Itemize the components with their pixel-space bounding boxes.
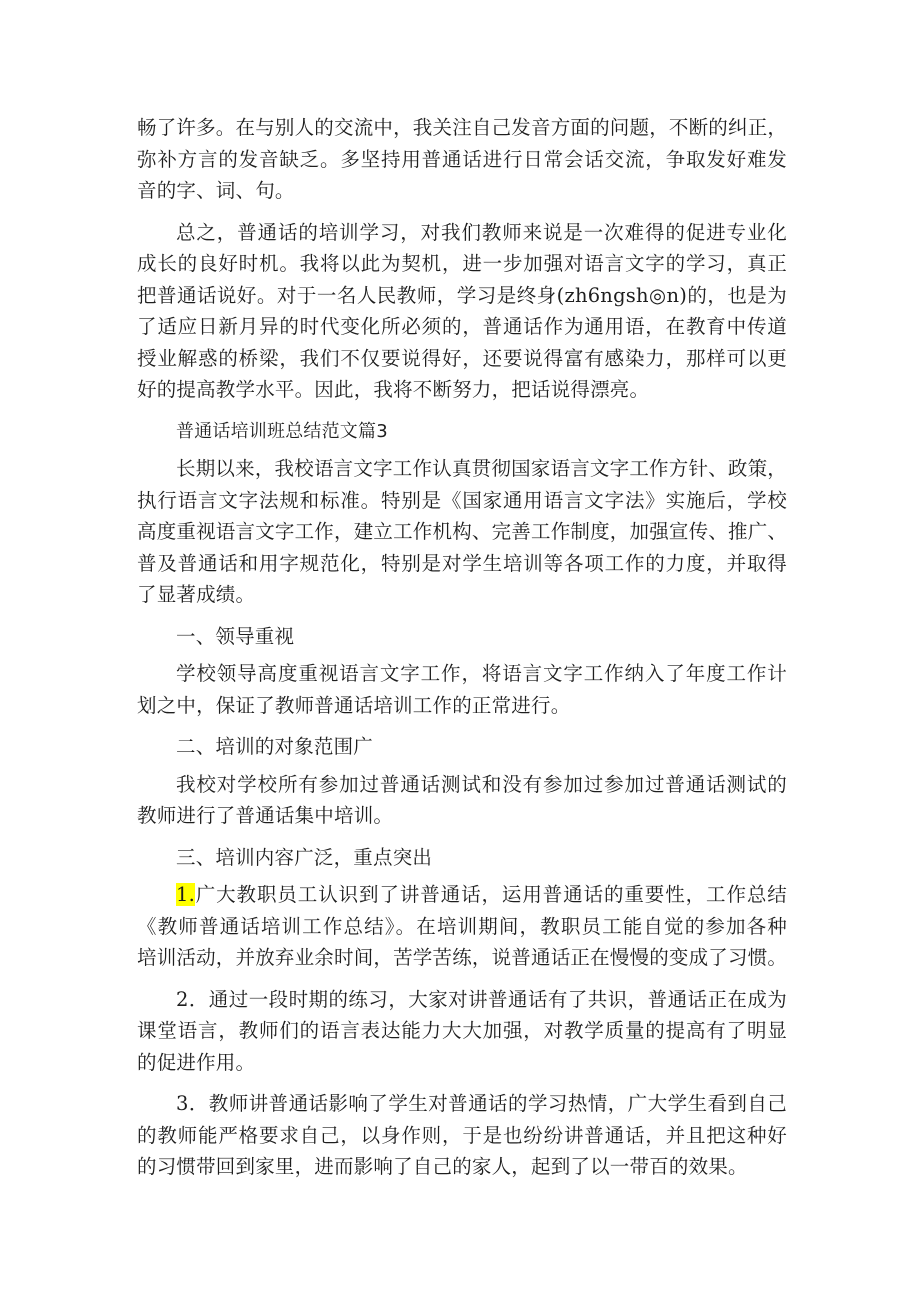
text-line: 2．通过一段时期的练习，大家对讲普通话有了共识，普通话正在成为 (176, 987, 787, 1011)
text-line: 了显著成绩。 (137, 583, 256, 606)
text-line: 了适应日新月异的时代变化所必须的，普通话作为通用语，在教育中传道 (137, 315, 787, 338)
paragraph (137, 658, 787, 721)
text-line: 好的提高教学水平。因此，我将不断努力，把话说得漂亮。 (137, 378, 650, 401)
text-line: 长期以来，我校语言文字工作认真贯彻国家语言文字工作方针、政策， (176, 457, 787, 480)
text-line: 弥补方言的发音缺乏。多坚持用普通话进行日常会话交流，争取发好难发 (137, 147, 787, 171)
document-body (137, 112, 787, 1183)
text-line (137, 879, 787, 911)
paragraph (137, 217, 787, 406)
text-line: 《教师普通话培训工作总结》。在培训期间，教职员工能自觉的参加各种 (137, 914, 787, 938)
text-line: 音的字、词、句。 (137, 179, 295, 202)
text-line: 3．教师讲普通话影响了学生对普通话的学习热情，广大学生看到自己 (176, 1092, 787, 1115)
paragraph (137, 453, 787, 611)
text-line: 学校领导高度重视语言文字工作，将语言文字工作纳入了年度工作计 (176, 662, 787, 685)
text-line: 高度重视语言文字工作，建立工作机构、完善工作制度，加强宣传、推广、 (137, 520, 788, 543)
highlighted-item-number: 1. (176, 883, 196, 906)
text-line: 成长的良好时机。我将以此为契机，进一步加强对语言文字的学习，真正 (137, 252, 787, 275)
text-line: 培训活动，并放弃业余时间，苦学苦练，说普通话正在慢慢的变成了习惯。 (137, 946, 788, 969)
text-line: 执行语言文字法规和标准。特别是《国家通用语言文字法》实施后，学校 (137, 488, 787, 512)
subheading: 三、培训内容广泛，重点突出 (176, 845, 433, 869)
subheading: 二、培训的对象范围广 (176, 735, 374, 758)
paragraph (137, 112, 787, 207)
text-line: 的习惯带回到家里，进而影响了自己的家人，起到了以一带百的效果。 (137, 1155, 748, 1178)
text-line: 畅了许多。在与别人的交流中，我关注自己发音方面的问题，不断的纠正， (137, 116, 788, 139)
text-line: 总之，普通话的培训学习，对我们教师来说是一次难得的促进专业化 (176, 220, 787, 244)
section-title: 普通话培训班总结范文篇3 (176, 420, 388, 442)
subheading: 一、领导重视 (176, 624, 295, 648)
text-line: 划之中，保证了教师普通话培训工作的正常进行。 (137, 693, 571, 717)
text-line: 把普通话说好。对于一名人民教师，学习是终身(zh6ngsh◎n)的，也是为 (137, 283, 787, 307)
text-line: 教师进行了普通话集中培训。 (137, 804, 394, 827)
list-item (137, 879, 787, 974)
text-line: 授业解惑的桥梁，我们不仅要说得好，还要说得富有感染力，那样可以更 (137, 346, 787, 370)
text-line: 的教师能严格要求自己，以身作则，于是也纷纷讲普通话，并且把这种好 (137, 1123, 787, 1147)
list-item (137, 1088, 787, 1183)
paragraph (137, 769, 787, 832)
text-line: 的促进作用。 (137, 1050, 256, 1074)
text-line: 我校对学校所有参加过普通话测试和没有参加过参加过普通话测试的 (176, 772, 787, 796)
list-item (137, 984, 787, 1079)
text-line: 课堂语言，教师们的语言表达能力大大加强，对教学质量的提高有了明显 (137, 1019, 787, 1042)
text-span: 广大教职员工认识到了讲普通话，运用普通话的重要性，工作总结 (195, 883, 787, 906)
text-line: 普及普通话和用字规范化，特别是对学生培训等各项工作的力度，并取得 (137, 551, 787, 575)
